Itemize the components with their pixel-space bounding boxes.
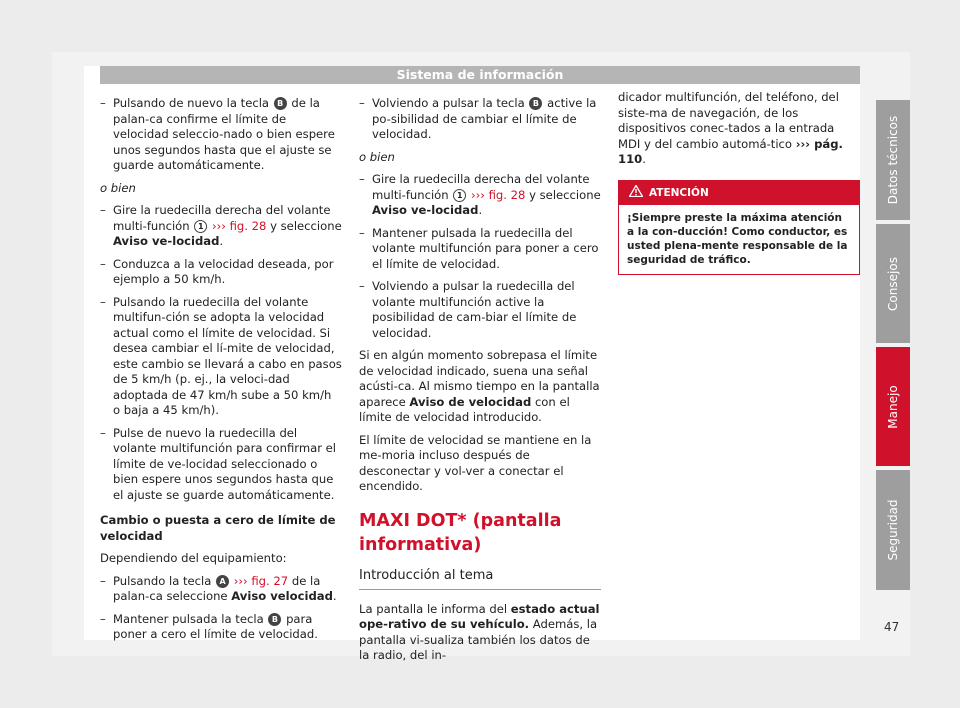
key-1-icon: 1: [194, 220, 207, 233]
list-item: – Pulse de nuevo la ruedecilla del volante multifunción para confirmar el límite de ve-locidad seleccionado o bien espere unos segundos hasta que el ajuste se guarde automáticamente.: [100, 425, 337, 502]
paragraph: La pantalla le informa del estado actual ope-rativo de su vehículo. Además, la pantalla vi-sualiza también los datos de la radio, del in-: [359, 601, 600, 662]
list-item: – Volviendo a pulsar la ruedecilla del volante multifunción active la posibilidad de cam-biar el límite de velocidad.: [359, 279, 577, 340]
tab-datos-tecnicos[interactable]: Datos técnicos: [876, 100, 910, 220]
key-a-icon: A: [216, 575, 229, 588]
figure-link[interactable]: ››› fig. 28: [471, 187, 526, 202]
subsection-title: Introducción al tema: [359, 567, 601, 590]
key-1-icon: 1: [453, 189, 466, 202]
paragraph: Si en algún momento sobrepasa el límite de velocidad indicado, suena una señal acústi-ca. Al mismo tiempo en la pantalla aparece Aviso de velocidad con el límite de velocidad introducido.: [359, 348, 600, 424]
column-3: [618, 90, 860, 275]
tab-consejos[interactable]: Consejos: [876, 224, 910, 343]
list-item: – Mantener pulsada la tecla B para poner a cero el límite de velocidad.: [100, 611, 318, 641]
page-link[interactable]: ››› pág. 110: [618, 136, 843, 166]
section-header: Sistema de información: [100, 66, 860, 84]
list-item: – Volviendo a pulsar la tecla B active la po-sibilidad de cambiar el límite de velocidad.: [359, 96, 597, 141]
section-title: MAXI DOT* (pantalla informativa): [359, 510, 562, 555]
column-2: [359, 96, 601, 671]
figure-link[interactable]: ››› fig. 27: [233, 573, 289, 588]
warning-box: [618, 180, 860, 275]
tab-manejo[interactable]: Manejo: [876, 347, 910, 466]
tab-seguridad[interactable]: Seguridad: [876, 470, 910, 590]
page-number: 47: [884, 620, 900, 634]
warning-text: ¡Siempre preste la máxima atención a la con-ducción! Como conductor, es usted plena-mente responsable de la seguridad de tráfico.: [627, 211, 848, 266]
figure-link[interactable]: ››› fig. 28: [212, 218, 267, 233]
paragraph: El límite de velocidad se mantiene en la me-moria incluso después de desconectar y vol-ver a conectar el encendido.: [359, 432, 592, 493]
subheading: Cambio o puesta a cero de límite de velocidad: [100, 513, 336, 543]
list-item: – Gire la ruedecilla derecha del volante multi-función 1 ››› fig. 28 y seleccione Aviso ve-locidad.: [100, 203, 342, 248]
list-item: – Conduzca a la velocidad deseada, por ejemplo a 50 km/h.: [100, 256, 334, 286]
or-text: o bien: [100, 180, 136, 195]
list-item: – Pulsando de nuevo la tecla B de la palan-ca confirme el límite de velocidad seleccio-nado o bien espere unos segundos hasta que el ajuste se guarde automáticamente.: [100, 96, 335, 172]
key-b-icon: B: [274, 97, 287, 110]
list-item: – Gire la ruedecilla derecha del volante multi-función 1 ››› fig. 28 y seleccione Aviso ve-locidad.: [359, 172, 601, 217]
key-b-icon: B: [268, 613, 281, 626]
or-text: o bien: [359, 149, 395, 164]
list-item: – Pulsando la ruedecilla del volante multifun-ción se adopta la velocidad actual como el límite de velocidad. Si desea cambiar el lí-mite de velocidad, este cambio se llevará a cabo en pasos de 5 km/h (p. ej., la veloci-dad adoptada de 47 km/h sube a 50 km/h o baja a 45 km/h).: [100, 294, 342, 417]
warning-header: ATENCIÓN: [619, 181, 859, 205]
paragraph: Dependiendo del equipamiento:: [100, 551, 287, 565]
paragraph: dicador multifunción, del teléfono, del siste-ma de navegación, de los dispositivos conec-tados a la entrada MDI y del cambio automá-tico ››› pág. 110.: [618, 90, 843, 166]
list-item: – Mantener pulsada la ruedecilla del volante multifunción para poner a cero el límite de velocidad.: [359, 225, 599, 271]
list-item: – Pulsando la tecla A ››› fig. 27 de la palan-ca seleccione Aviso velocidad.: [100, 573, 337, 603]
warning-triangle-icon: [629, 185, 643, 197]
column-1: [100, 96, 342, 650]
key-b-icon: B: [529, 97, 542, 110]
